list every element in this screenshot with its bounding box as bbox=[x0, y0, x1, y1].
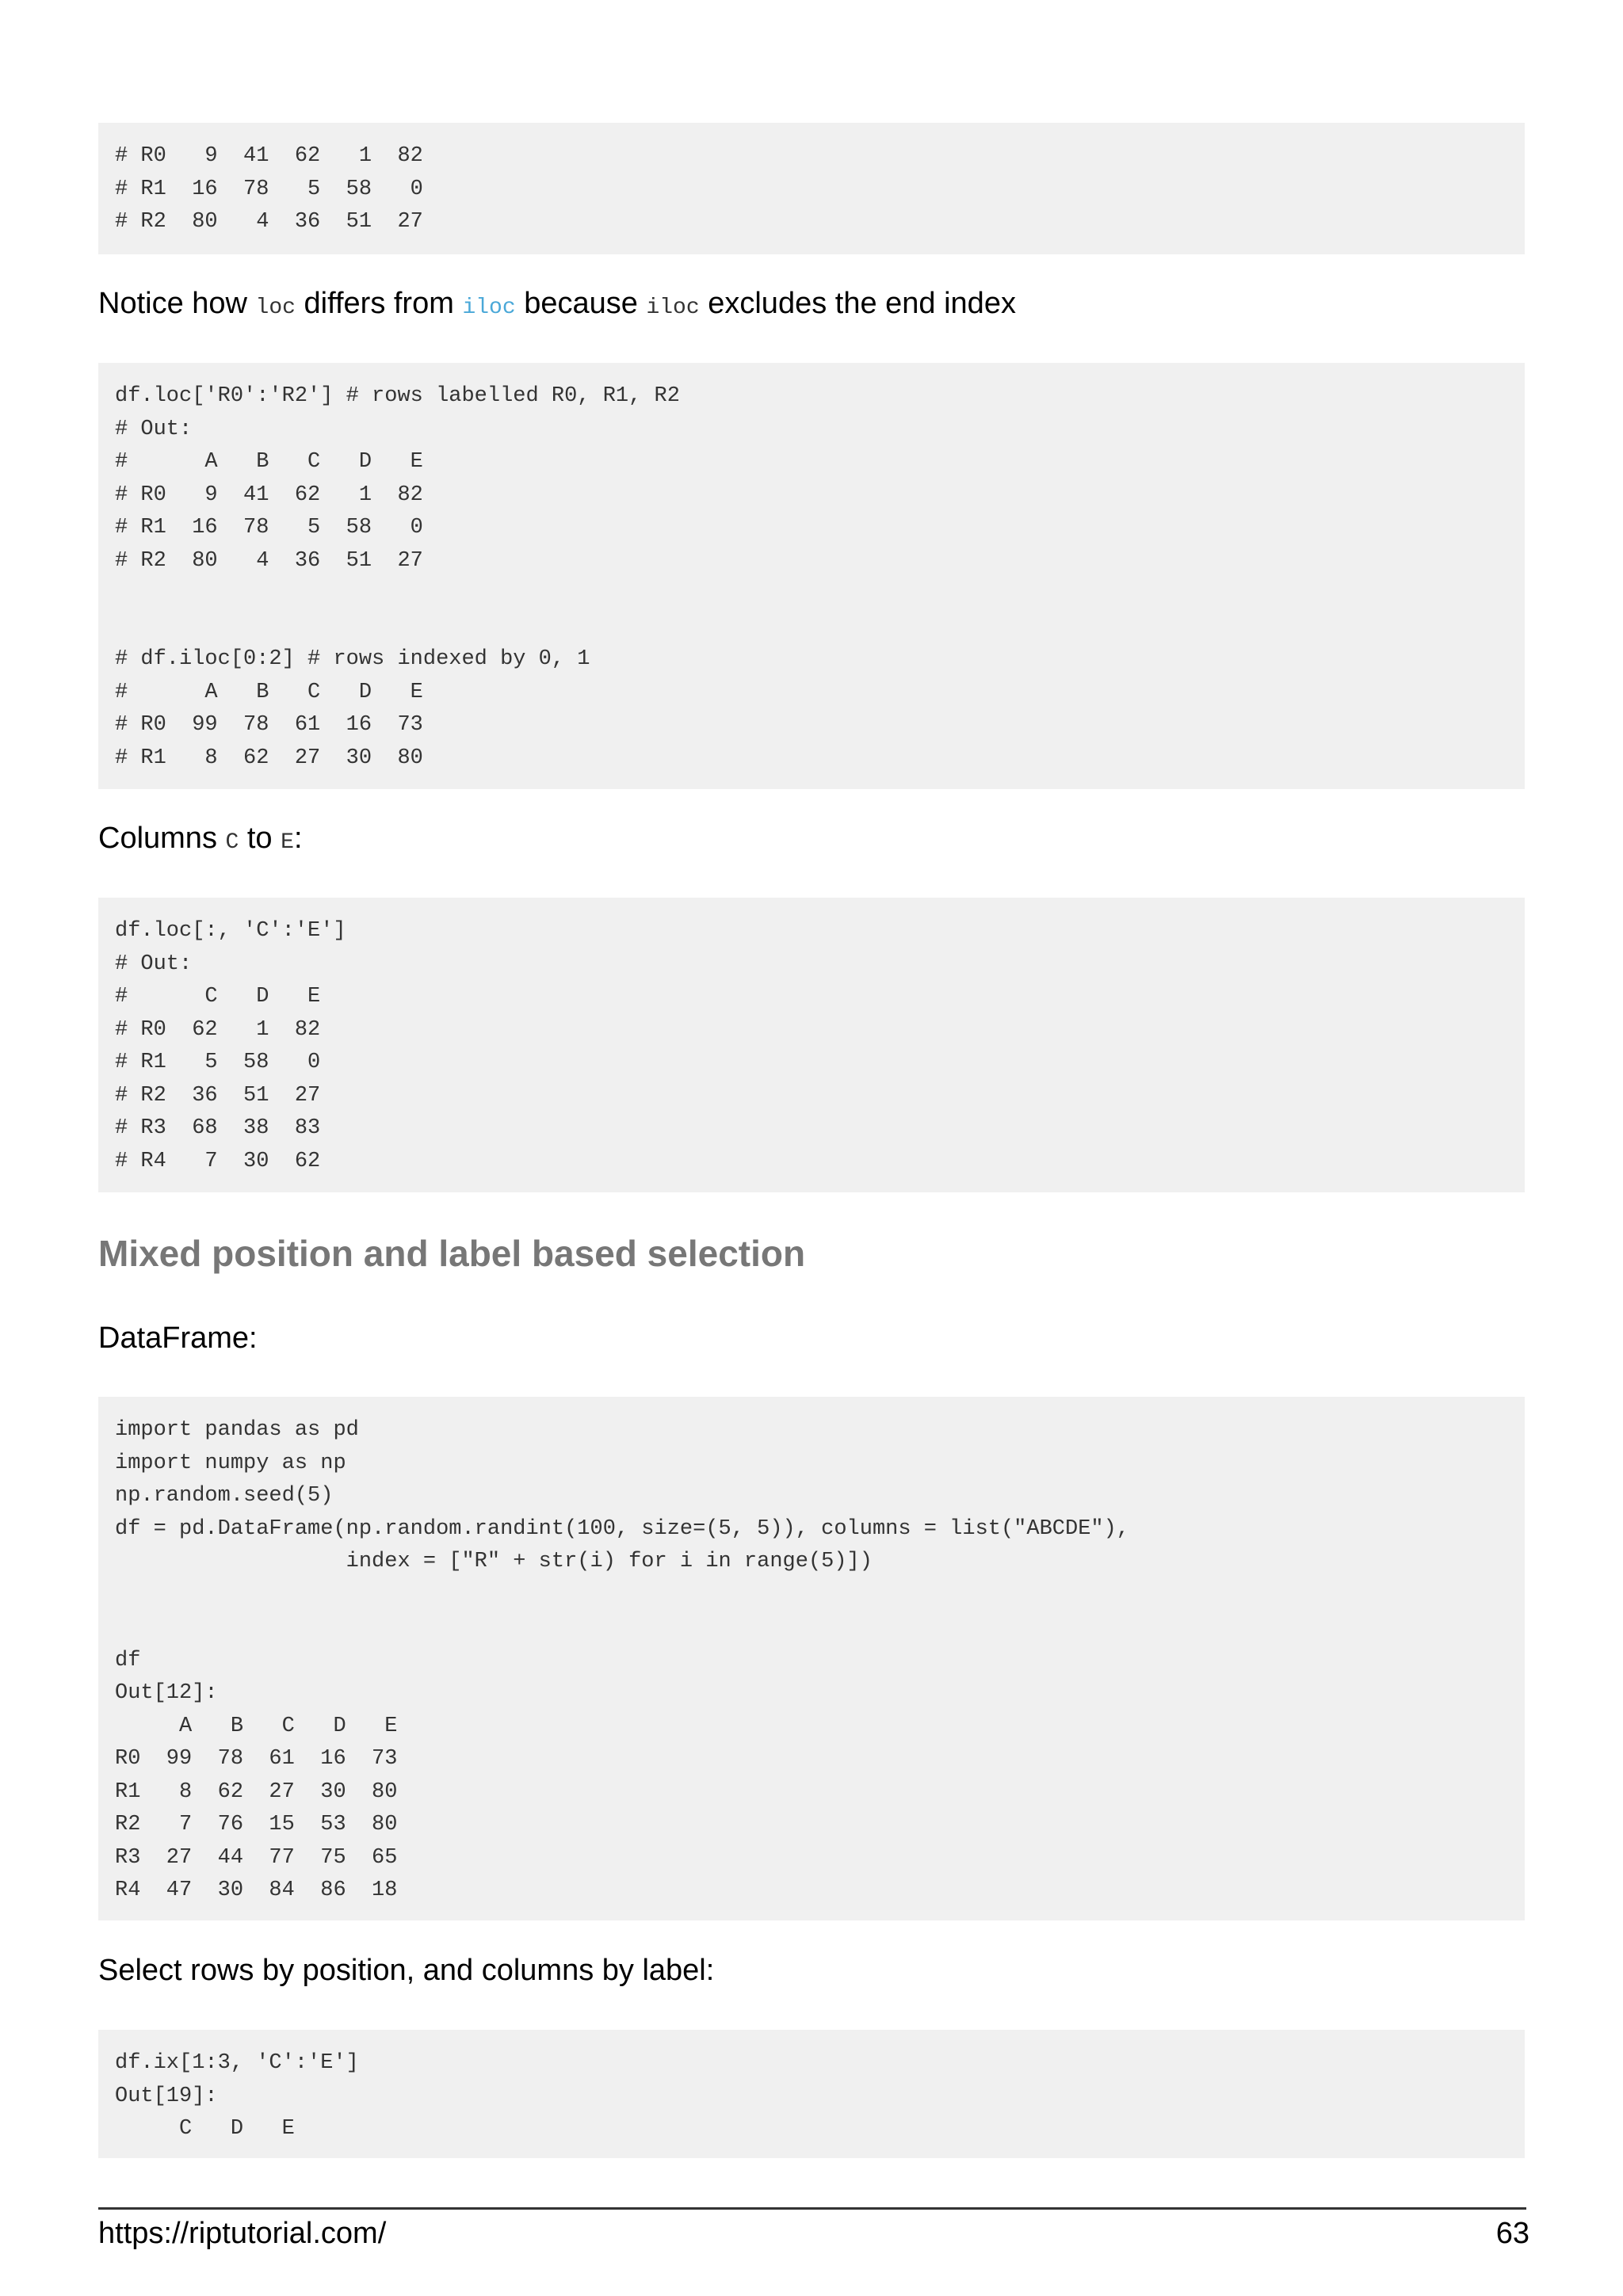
code-line: R3 27 44 77 75 65 bbox=[115, 1845, 398, 1870]
inline-code-loc: loc bbox=[255, 296, 296, 320]
text-run: because bbox=[515, 287, 647, 320]
code-line: A B C D E bbox=[115, 1714, 398, 1738]
code-line: Out[12]: bbox=[115, 1681, 218, 1705]
code-line: # R2 80 4 36 51 27 bbox=[115, 210, 423, 234]
code-line: # R1 16 78 5 58 0 bbox=[115, 516, 423, 540]
paragraph-select-by-position: Select rows by position, and columns by label: bbox=[98, 1954, 715, 1987]
text-run: excludes the end index bbox=[699, 287, 1016, 320]
code-line bbox=[115, 578, 1508, 611]
footer-divider bbox=[98, 2207, 1526, 2210]
code-line bbox=[115, 1611, 1508, 1645]
code-line: # Out: bbox=[115, 952, 193, 976]
code-line bbox=[115, 611, 1508, 644]
text-run: to bbox=[239, 822, 281, 855]
code-line: np.random.seed(5) bbox=[115, 1484, 334, 1508]
code-line: R0 99 78 61 16 73 bbox=[115, 1747, 398, 1771]
code-line: df.loc['R0':'R2'] # rows labelled R0, R1, R2 bbox=[115, 384, 680, 408]
code-block-dataframe-setup bbox=[98, 1397, 1525, 1920]
code-line: # R2 80 4 36 51 27 bbox=[115, 548, 423, 573]
text-run: : bbox=[293, 822, 303, 855]
code-line: R2 7 76 15 53 80 bbox=[115, 1813, 398, 1836]
code-line: index = ["R" + str(i) for i in range(5)]) bbox=[115, 1550, 873, 1573]
code-line: # R1 16 78 5 58 0 bbox=[115, 177, 423, 201]
code-block-loc-columns bbox=[98, 898, 1525, 1192]
text-run: Notice how bbox=[98, 287, 256, 320]
inline-code-c: C bbox=[225, 830, 239, 855]
code-line: # R0 9 41 62 1 82 bbox=[115, 482, 423, 507]
text-run: Columns bbox=[98, 822, 226, 855]
code-line: # A B C D E bbox=[115, 450, 423, 474]
code-block-ix-selection bbox=[98, 2030, 1525, 2158]
paragraph-dataframe: DataFrame: bbox=[98, 1322, 258, 1355]
code-line: # R1 5 58 0 bbox=[115, 1051, 321, 1074]
footer-url[interactable]: https://riptutorial.com/ bbox=[98, 2217, 387, 2250]
code-line: df = pd.DataFrame(np.random.randint(100, size=(5, 5)), columns = list("ABCDE"), bbox=[115, 1516, 1130, 1541]
code-line: # Out: bbox=[115, 417, 193, 441]
code-line: Out[19]: bbox=[115, 2084, 218, 2108]
code-line: # R1 8 62 27 30 80 bbox=[115, 746, 423, 770]
code-line: # R0 9 41 62 1 82 bbox=[115, 144, 423, 168]
page-number: 63 bbox=[1495, 2217, 1529, 2250]
code-line: # R2 36 51 27 bbox=[115, 1083, 321, 1108]
code-line: # R0 99 78 61 16 73 bbox=[115, 713, 423, 737]
code-line: df.loc[:, 'C':'E'] bbox=[115, 919, 346, 943]
code-line bbox=[115, 1579, 1508, 1612]
code-line: C D E bbox=[115, 2117, 295, 2141]
code-line: import pandas as pd bbox=[115, 1418, 359, 1442]
code-line: # C D E bbox=[115, 985, 321, 1009]
code-line: # R4 7 30 62 bbox=[115, 1149, 321, 1173]
code-line: # A B C D E bbox=[115, 680, 423, 704]
code-line: # df.iloc[0:2] # rows indexed by 0, 1 bbox=[115, 647, 590, 671]
code-line: R1 8 62 27 30 80 bbox=[115, 1779, 398, 1804]
code-line: df.ix[1:3, 'C':'E'] bbox=[115, 2051, 359, 2075]
code-block-output-rows bbox=[98, 123, 1525, 254]
inline-code-iloc-link[interactable]: iloc bbox=[462, 296, 516, 320]
code-line: # R0 62 1 82 bbox=[115, 1017, 321, 1042]
code-line: R4 47 30 84 86 18 bbox=[115, 1878, 398, 1902]
paragraph-loc-vs-iloc bbox=[98, 287, 1016, 321]
text-run: differs from bbox=[295, 287, 463, 320]
code-block-loc-rows bbox=[98, 363, 1525, 789]
code-line: df bbox=[115, 1648, 141, 1672]
inline-code-e: E bbox=[281, 830, 294, 855]
inline-code-iloc: iloc bbox=[646, 296, 700, 320]
code-line: import numpy as np bbox=[115, 1451, 346, 1475]
paragraph-columns-c-to-e bbox=[98, 822, 303, 856]
section-heading: Mixed position and label based selection bbox=[98, 1233, 806, 1274]
code-line: # R3 68 38 83 bbox=[115, 1116, 321, 1140]
